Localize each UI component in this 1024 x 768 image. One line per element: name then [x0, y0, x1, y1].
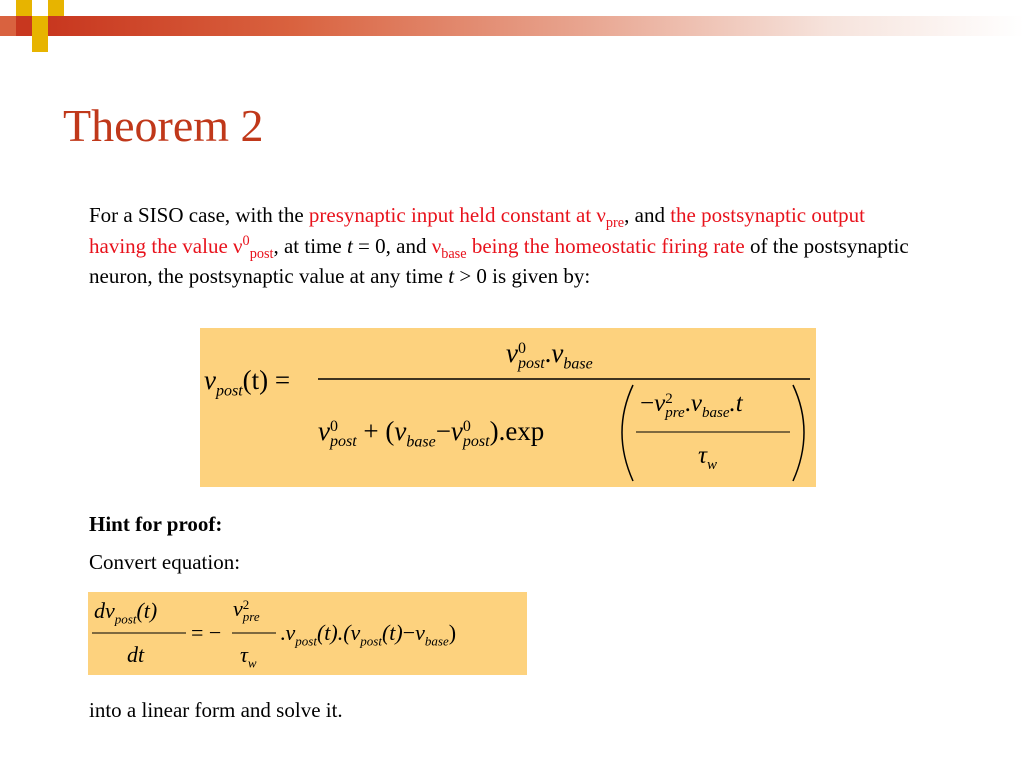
- eq2-rest: $.\nu_{post}(t).(\nu_{post}(t)-\nu_{base})$: [280, 620, 457, 649]
- text-run: , at time: [273, 233, 347, 258]
- text-run: = 0, and: [352, 233, 432, 258]
- convert-text: Convert equation:: [89, 550, 241, 574]
- text-run: of the postsynaptic neuron, the postsynaptic value at any time: [89, 233, 909, 288]
- highlight-postsynaptic: the postsynaptic output having the value $\nu^0_{post}$: [89, 203, 866, 262]
- hint-heading: Hint for proof:: [89, 512, 223, 536]
- eq1-inner-denominator: $\tau_w$: [698, 442, 717, 473]
- text-run: For a SISO case, with the: [89, 203, 309, 227]
- eq1-lhs: $\nu_{post}(t)$ =: [204, 365, 291, 400]
- highlight-base-rate: $\nu_{base}$ being the homeostatic firing rate: [431, 233, 745, 262]
- closing-text: into a linear form and solve it.: [89, 698, 343, 722]
- eq1-inner-numerator: −ν 2 pre $.\nu_{base}.t$: [640, 390, 743, 421]
- slide-title: Theorem 2: [63, 100, 264, 151]
- var-t: t: [448, 264, 455, 288]
- text-run: > 0 is given by:: [454, 264, 591, 288]
- highlight-presynaptic: presynaptic input held constant at $\nu_{pre}$: [308, 203, 625, 232]
- eq2-factor-numerator: ν 2 pre: [233, 596, 260, 624]
- eq2-derivative-numerator: $d\nu_{post}(t)$: [94, 598, 158, 627]
- eq2-factor-denominator: $\tau_w$: [240, 642, 257, 671]
- text-run: , and: [624, 203, 671, 227]
- eq1-numerator: ν 0 post $.\nu_{base}$: [506, 338, 593, 373]
- eq1-denominator: ν 0 post + ($\nu_{base}-\nu$ 0 post ).exp: [318, 416, 545, 451]
- eq2-equals: = −: [191, 620, 222, 645]
- var-t: t: [346, 233, 353, 258]
- eq2-derivative-denominator: dt: [127, 642, 145, 667]
